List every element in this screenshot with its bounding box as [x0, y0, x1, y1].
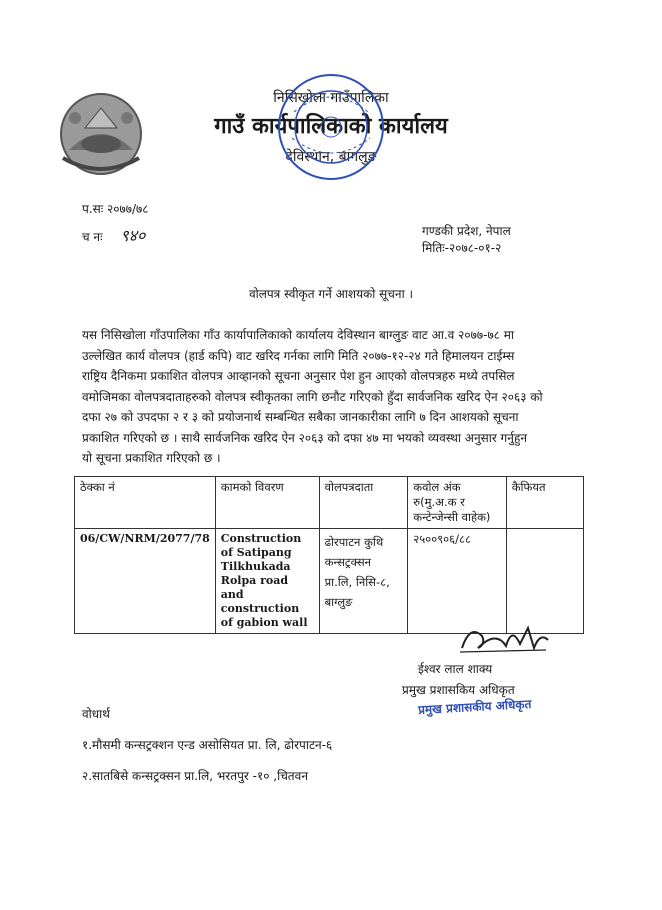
body-line: राष्ट्रिय दैनिकमा प्रकाशित वोलपत्र आव्हानको सूचना अनुसार पेश हुन आएको वोलपत्रहरु मध्ये तपसिल — [82, 369, 515, 383]
body-line: उल्लेखित कार्य वोलपत्र (हार्ड कपि) वाट खरिद गर्नका लागि मिति २०७७-१२-२४ गते हिमालयन टाईम्स — [82, 348, 515, 363]
header-remarks: कैफियत — [506, 477, 583, 529]
bid-table — [74, 476, 584, 634]
province: गण्डकी प्रदेश, नेपाल — [422, 224, 511, 238]
cell-description: Construction of Satipang Tilkhukada Rolpa road and construction of gabion wall — [215, 529, 319, 634]
notice-body — [82, 325, 582, 469]
cc-item: २.सातबिसे कन्सट्रक्सन प्रा.लि, भरतपुर -१० ,चितवन — [82, 769, 308, 783]
municipality-name: निसिखोला गाउँपालिका — [273, 90, 389, 106]
cell-contract-no: 06/CW/NRM/2077/78 — [75, 529, 216, 634]
header-amount: कवोल अंक रु(मु.अ.क र कन्टेन्जेन्सी वाहेक) — [408, 477, 506, 529]
cell-amount: २५००९०६/८८ — [408, 529, 506, 634]
office-stamp-icon — [272, 68, 390, 186]
cha-label: च नः — [82, 230, 103, 244]
signer-name: ईश्वर लाल शाक्य — [418, 662, 493, 676]
notice-subject: वोलपत्र स्वीकृत गर्ने आशयको सूचना । — [248, 287, 414, 301]
body-line: दफा २७ को उपदफा २ र ३ को प्रयोजनार्थ सम्बन्धित सबैका जानकारीका लागि ७ दिन आशयको सूचना — [82, 410, 519, 424]
reference-cha — [82, 224, 145, 246]
designation-stamp: प्रमुख प्रशासकीय अधिकृत — [417, 697, 532, 717]
cell-bidder: ढोरपाटन कुथि कन्सट्रक्सन प्रा.लि, निसि-८, बाग्लुङ — [319, 529, 408, 634]
header-bidder: वोलपत्रदाता — [319, 477, 408, 529]
date: मितिः-२०७८-०१-२ — [422, 241, 502, 255]
office-name: गाउँ कार्यपालिकाको कार्यालय — [214, 114, 448, 139]
cc-label: वोधार्थ — [82, 707, 110, 721]
cc-item: १.मौसमी कन्सट्रक्शन एन्ड असोसियत प्रा. लि, ढोरपाटन-६ — [82, 738, 333, 752]
header-description: कामको विवरण — [215, 477, 319, 529]
body-line: यस निसिखोला गाँउपालिका गाँउ कार्यापालिकाको कार्यालय देविस्थान बाग्लुङ वाट आ.व २०७७-७८ मा — [82, 328, 515, 342]
table-header-row — [75, 477, 584, 529]
reference-ps: प.सः २०७७/७८ — [82, 202, 149, 216]
signer-designation: प्रमुख प्रशासकिय अधिकृत — [402, 683, 515, 697]
signature-icon — [456, 618, 556, 660]
cha-number: ९४० — [120, 226, 146, 245]
body-line: प्रकाशित गरिएको छ । साथै सार्वजनिक खरिद ऐन २०६३ को दफा ४७ मा भयको व्यवस्था अनुसार गर्नुहुन — [82, 430, 527, 445]
body-line: यो सूचना प्रकाशित गरिएको छ । — [82, 451, 221, 465]
office-address: देविस्थान, बागलुङ — [285, 149, 377, 165]
body-line: वमोजिमका वोलपत्रदाताहरुको वोलपत्र स्वीकृतका लागि छनौट गरिएको हुँदा सार्वजनिक खरिद ऐन २०६३ को — [82, 389, 543, 404]
header-contract-no: ठेक्का नं — [75, 477, 216, 529]
